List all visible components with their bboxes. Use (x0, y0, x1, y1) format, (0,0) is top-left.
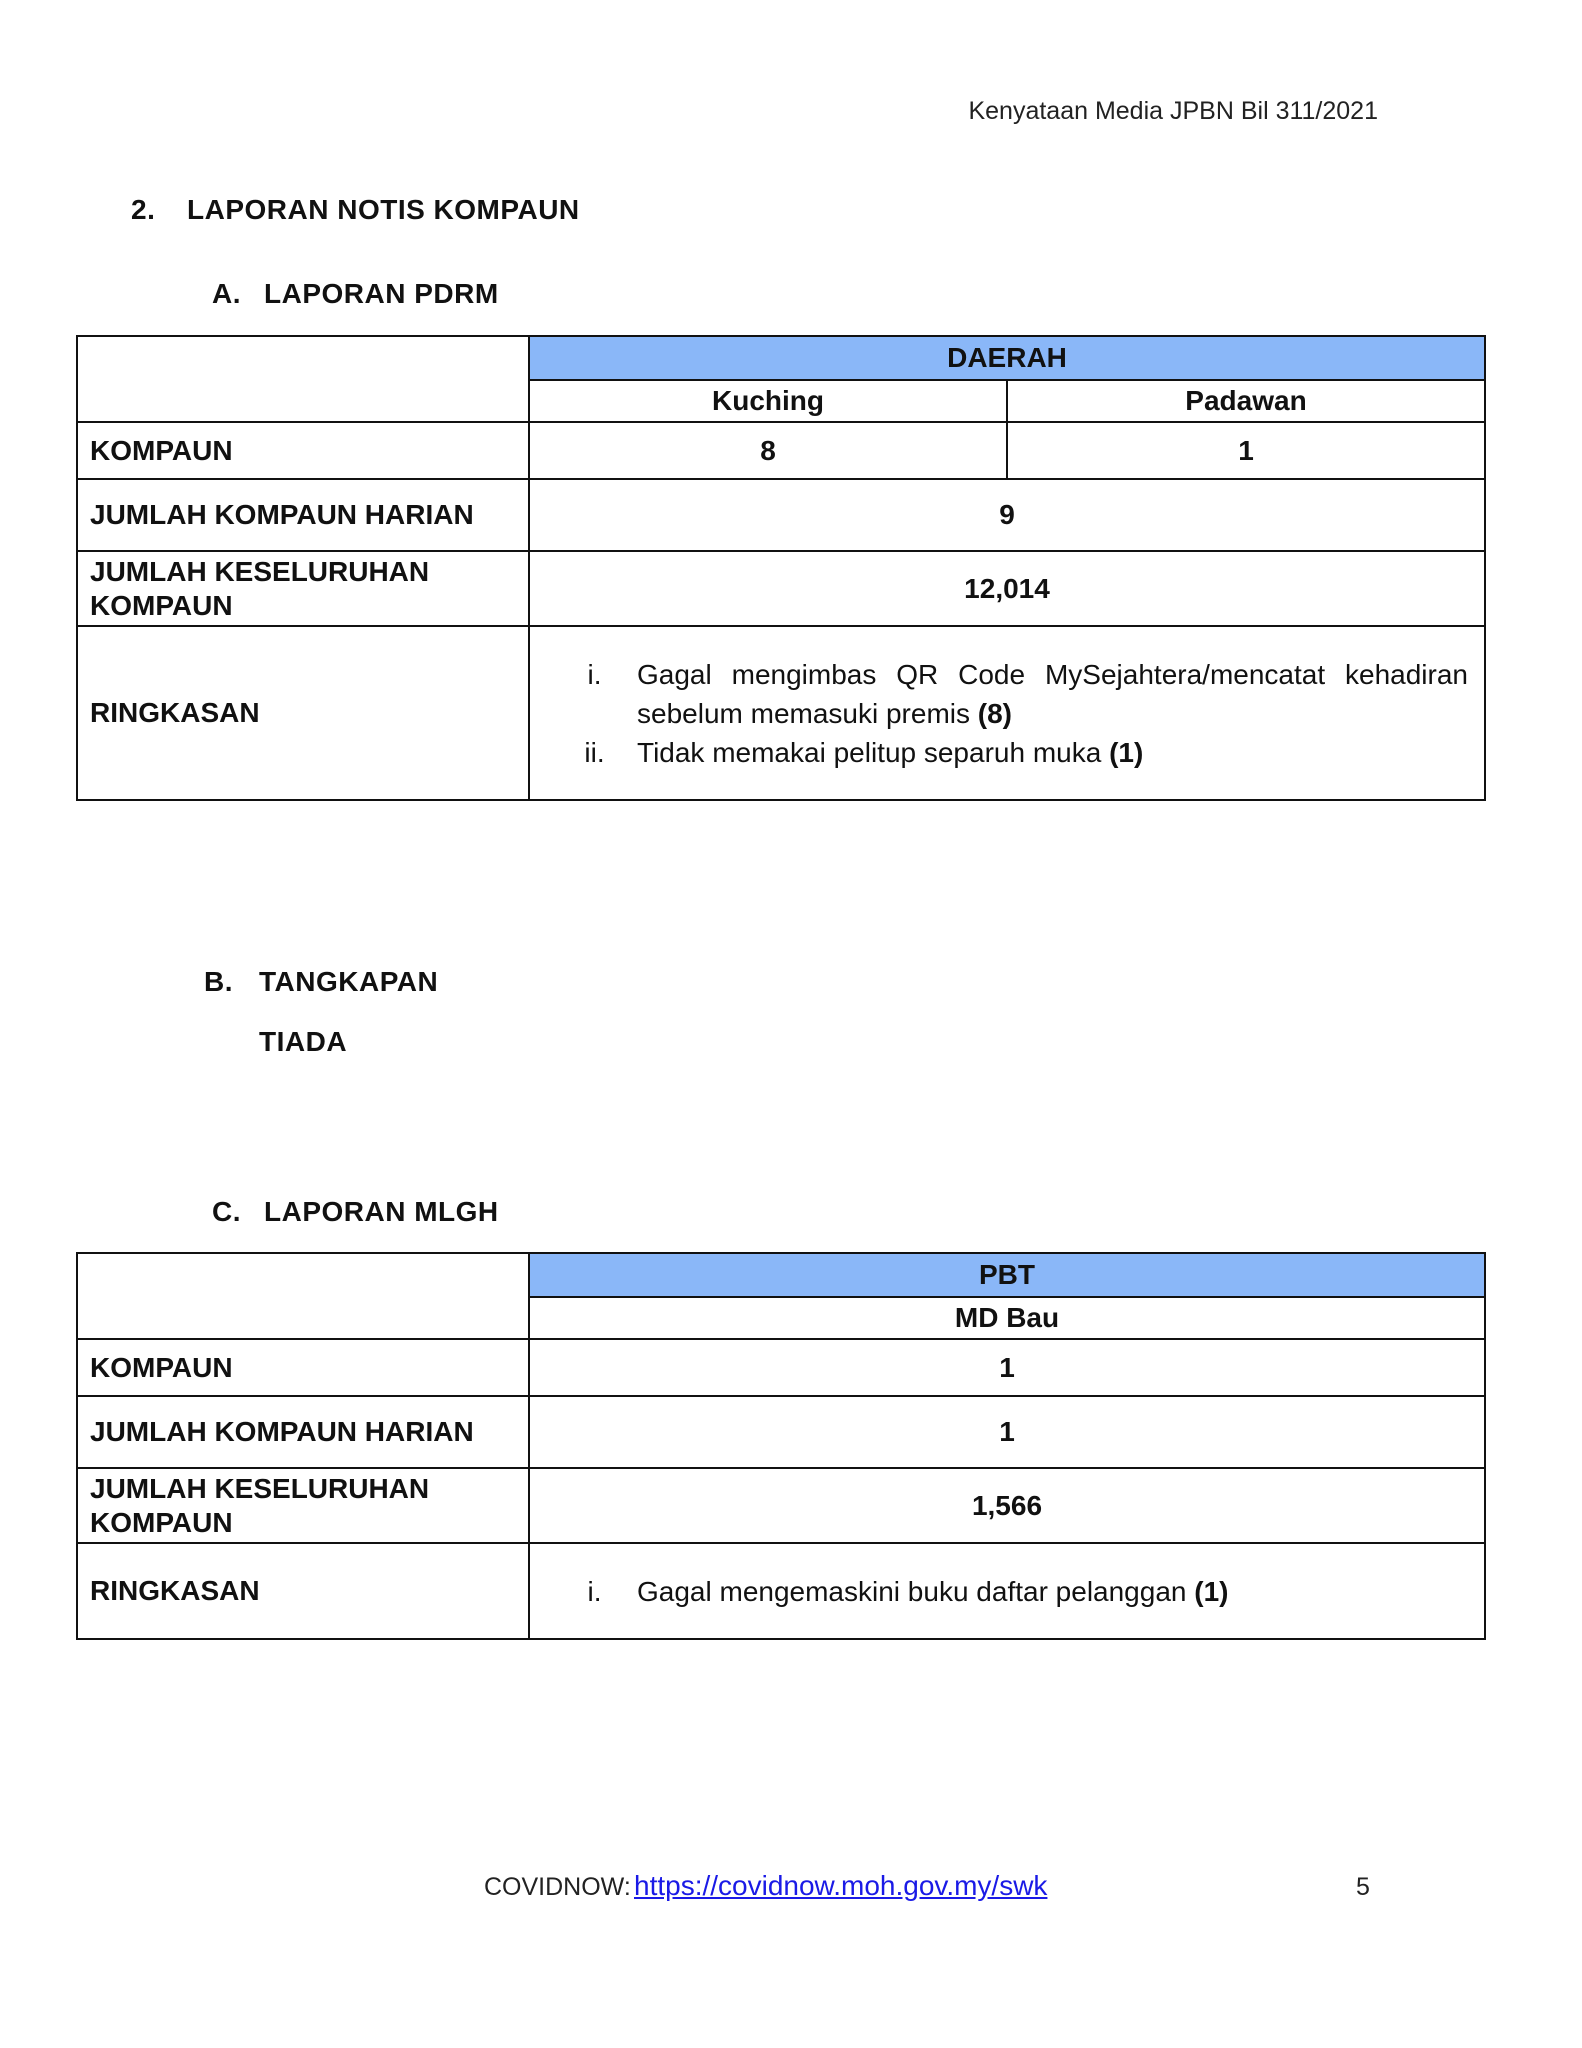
overall-total-label-line-2: KOMPAUN (90, 1506, 233, 1538)
summary-count: (1) (1194, 1575, 1229, 1607)
part-b-heading (204, 966, 438, 998)
summary-text: Gagal mengimbas QR Code MySejahtera/mencatat kehadiran sebelum memasuki premis (637, 658, 1468, 729)
list-item (542, 1572, 1472, 1611)
row-label-summary: RINGKASAN (77, 626, 529, 800)
covidnow-link[interactable]: https://covidnow.moh.gov.my/swk (634, 1870, 1048, 1901)
document-reference: Kenyataan Media JPBN Bil 311/2021 (968, 97, 1378, 125)
column-header-kuching: Kuching (529, 380, 1007, 422)
part-a-heading (212, 278, 499, 310)
daily-total-value: 9 (529, 479, 1485, 551)
section-heading (131, 194, 580, 226)
row-label-kompaun: KOMPAUN (77, 422, 529, 479)
row-label-daily-total: JUMLAH KOMPAUN HARIAN (77, 479, 529, 551)
mlgh-compound-table (76, 1252, 1486, 1640)
part-a-title: LAPORAN PDRM (264, 278, 499, 309)
overall-total-label-line-1: JUMLAH KESELURUHAN (90, 555, 430, 587)
kompaun-padawan-value: 1 (1007, 422, 1485, 479)
arrest-value: TIADA (259, 1026, 348, 1057)
summary-count: (1) (1109, 736, 1144, 768)
overall-total-label-line-1: JUMLAH KESELURUHAN (90, 1472, 430, 1504)
summary-list (542, 1572, 1472, 1611)
summary-cell (529, 626, 1485, 800)
pdrm-compound-table (76, 335, 1486, 801)
daily-total-value: 1 (529, 1396, 1485, 1468)
section-title: LAPORAN NOTIS KOMPAUN (187, 194, 580, 225)
row-label-daily-total: JUMLAH KOMPAUN HARIAN (77, 1396, 529, 1468)
part-b-title: TANGKAPAN (259, 966, 439, 997)
footer-prefix: COVIDNOW: (484, 1873, 631, 1901)
list-marker: i. (587, 658, 602, 690)
list-item (542, 655, 1472, 733)
district-group-header: DAERAH (529, 336, 1485, 380)
section-number: 2. (131, 194, 156, 225)
summary-list (542, 655, 1472, 772)
table-corner-blank (77, 1253, 529, 1339)
kompaun-kuching-value: 8 (529, 422, 1007, 479)
row-label-kompaun: KOMPAUN (77, 1339, 529, 1396)
row-label-summary: RINGKASAN (77, 1543, 529, 1639)
overall-total-value: 1,566 (529, 1468, 1485, 1543)
pbt-group-header: PBT (529, 1253, 1485, 1297)
page-number: 5 (1356, 1873, 1370, 1901)
row-label-overall-total (77, 551, 529, 626)
part-a-letter: A. (212, 278, 241, 309)
summary-text: Gagal mengemaskini buku daftar pelanggan (637, 1575, 1187, 1607)
list-item (542, 733, 1472, 772)
list-marker: ii. (584, 736, 605, 768)
column-header-padawan: Padawan (1007, 380, 1485, 422)
row-label-overall-total (77, 1468, 529, 1543)
list-marker: i. (587, 1575, 602, 1607)
summary-cell (529, 1543, 1485, 1639)
part-c-heading (212, 1196, 499, 1228)
part-b-letter: B. (204, 966, 233, 997)
kompaun-md-bau-value: 1 (529, 1339, 1485, 1396)
part-c-letter: C. (212, 1196, 241, 1227)
table-corner-blank (77, 336, 529, 422)
summary-count: (8) (977, 697, 1013, 729)
overall-total-value: 12,014 (529, 551, 1485, 626)
column-header-md-bau: MD Bau (529, 1297, 1485, 1339)
overall-total-label-line-2: KOMPAUN (90, 589, 233, 621)
part-c-title: LAPORAN MLGH (264, 1196, 499, 1227)
summary-text: Tidak memakai pelitup separuh muka (637, 736, 1102, 768)
